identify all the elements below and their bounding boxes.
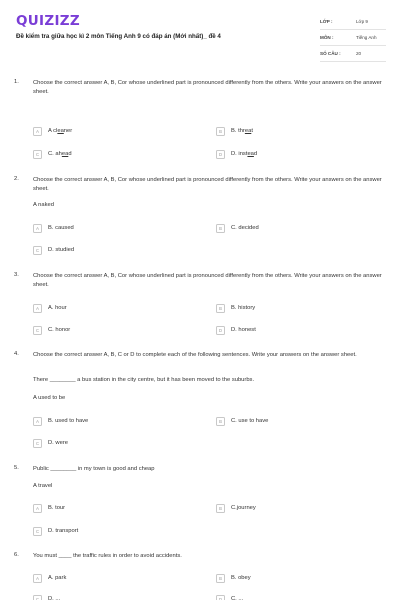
option-letter-box: A xyxy=(33,304,42,313)
option-letter-box: C xyxy=(33,326,42,335)
option-letter-box: C xyxy=(33,150,42,159)
option-letter-box: A xyxy=(33,224,42,233)
question-text: Choose the correct answer A, B, Cor whose underlined part is pronounced differently from the others. Write your answers on the answer sheet. xyxy=(33,273,382,289)
option-text: C. ... xyxy=(231,596,244,600)
option-text: B. tour xyxy=(48,505,66,511)
meta-table xyxy=(320,14,386,62)
question-text: You must ____ the traffic rules in order to avoid accidents. xyxy=(33,553,182,559)
option-c[interactable] xyxy=(33,244,74,256)
meta-row-count xyxy=(320,46,386,62)
option-text: D. studied xyxy=(48,247,75,253)
option-text: D. instead xyxy=(231,151,258,157)
option-b[interactable] xyxy=(216,502,256,514)
option-letter-box: A xyxy=(33,127,42,136)
meta-label: LỚP : xyxy=(320,19,333,24)
meta-value: Lớp 9 xyxy=(356,19,368,24)
option-b[interactable] xyxy=(216,222,259,234)
option-a[interactable] xyxy=(33,125,72,137)
option-letter-box: D xyxy=(216,326,225,335)
quizizz-logo: QUIZIZZ xyxy=(16,13,80,29)
question-text: Choose the correct answer A, B, Cor whose underlined part is pronounced differently from the others. Write your answers on the answer sheet. xyxy=(33,177,382,193)
option-letter-box: B xyxy=(216,304,225,313)
option-letter-box: B xyxy=(216,574,225,583)
option-text: C. honor xyxy=(48,327,71,333)
option-c[interactable] xyxy=(33,437,68,449)
meta-row-class xyxy=(320,14,386,30)
option-letter-box: A xyxy=(33,574,42,583)
option-letter-box: C xyxy=(33,595,42,600)
option-text: A. park xyxy=(48,575,67,581)
option-a[interactable] xyxy=(33,222,74,234)
option-c[interactable] xyxy=(33,324,70,336)
option-c[interactable] xyxy=(33,593,60,600)
question-number: 5. xyxy=(14,465,19,471)
option-c[interactable] xyxy=(33,525,78,537)
option-d[interactable] xyxy=(216,324,256,336)
meta-value: 20 xyxy=(356,51,362,56)
question-extra: A travel xyxy=(33,483,53,489)
option-b[interactable] xyxy=(216,302,255,314)
meta-value: Tiếng Anh xyxy=(356,35,377,40)
option-letter-box: B xyxy=(216,127,225,136)
option-text: B. obey xyxy=(231,575,251,581)
header xyxy=(0,0,400,62)
option-d[interactable] xyxy=(216,148,257,160)
option-text: A. hour xyxy=(48,305,67,311)
meta-label: MÔN : xyxy=(320,35,334,40)
question-extra: A used to be xyxy=(33,395,66,401)
option-letter-box: B xyxy=(216,504,225,513)
option-text: A cleaner xyxy=(48,128,73,134)
option-a[interactable] xyxy=(33,572,66,584)
option-text: B. threat xyxy=(231,128,253,134)
option-b[interactable] xyxy=(216,572,251,584)
option-text: B. history xyxy=(231,305,256,311)
option-letter-box: A xyxy=(33,504,42,513)
question-number: 4. xyxy=(14,351,19,357)
option-a[interactable] xyxy=(33,502,65,514)
option-b[interactable] xyxy=(216,125,253,137)
option-a[interactable] xyxy=(33,415,88,427)
option-c[interactable] xyxy=(33,148,72,160)
option-text: D. were xyxy=(48,440,68,446)
question-text: Choose the correct answer A, B, C or D to complete each of the following sentences. Write your answers on the answer sheet. xyxy=(33,352,357,358)
option-letter-box: D xyxy=(216,150,225,159)
option-a[interactable] xyxy=(33,302,67,314)
option-text: C. ahead xyxy=(48,151,72,157)
question-text: Choose the correct answer A, B, Cor whose underlined part is pronounced differently from the others. Write your answers on the answer sheet. xyxy=(33,80,382,96)
option-letter-box: C xyxy=(33,439,42,448)
option-text: B. caused xyxy=(48,225,74,231)
meta-label: SỐ CÂU : xyxy=(320,51,341,56)
question-text: Public ________ in my town is good and cheap xyxy=(33,466,155,472)
option-letter-box: C xyxy=(33,246,42,255)
question-number: 3. xyxy=(14,272,19,278)
document-title: Đề kiểm tra giữa học kì 2 môn Tiếng Anh 9 có đáp án (Mới nhất)_ đề 4 xyxy=(16,33,221,40)
option-letter-box: C xyxy=(33,527,42,536)
option-d[interactable] xyxy=(216,593,243,600)
question-extra: A naked xyxy=(33,202,54,208)
option-letter-box: A xyxy=(33,417,42,426)
option-b[interactable] xyxy=(216,415,268,427)
question-number: 2. xyxy=(14,176,19,182)
option-text: D. ... xyxy=(48,596,61,600)
question-sentence: There ________ a bus station in the city centre, but it has been moved to the suburbs. xyxy=(33,377,255,383)
option-text: C.journey xyxy=(231,505,256,511)
question-number: 1. xyxy=(14,79,19,85)
option-text: D. transport xyxy=(48,528,79,534)
option-letter-box: D xyxy=(216,595,225,600)
option-letter-box: B xyxy=(216,417,225,426)
option-text: D. honest xyxy=(231,327,256,333)
option-letter-box: B xyxy=(216,224,225,233)
meta-row-subject xyxy=(320,30,386,46)
question-number: 6. xyxy=(14,552,19,558)
option-text: B. used to have xyxy=(48,418,89,424)
option-text: C. use to have xyxy=(231,418,269,424)
option-text: C. decided xyxy=(231,225,259,231)
